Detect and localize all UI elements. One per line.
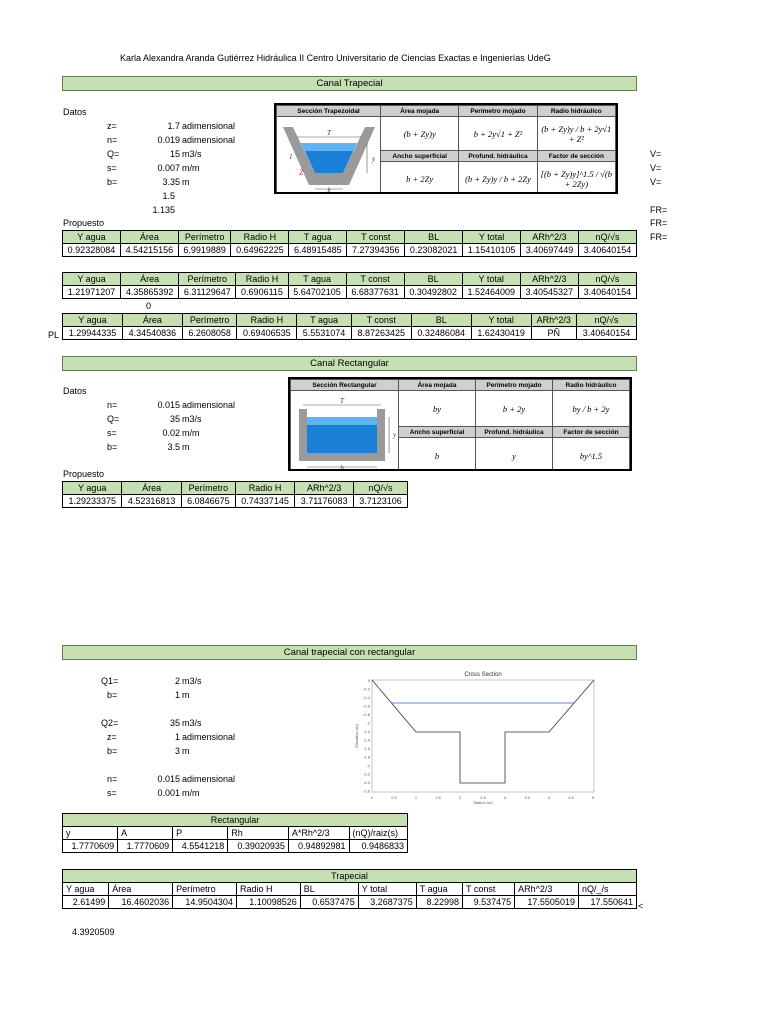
cell: 1.10098526 <box>236 896 300 909</box>
v-label: V= <box>650 163 662 173</box>
propuesto-label: Propuesto <box>63 218 105 228</box>
cell: 1.7770609 <box>63 840 118 853</box>
y-tick: -0.2 <box>363 686 370 692</box>
fig-label-y: y <box>392 431 396 439</box>
param-unit: m/m <box>182 428 200 438</box>
param-name: Q2= <box>101 718 119 728</box>
param-value: 0.015 <box>157 774 180 784</box>
ref-header: Sección Trapezoidal <box>277 106 381 117</box>
ref-formula: b <box>399 438 476 472</box>
cell: 3.71176083 <box>295 495 354 508</box>
plot-xlabel: Station (m) <box>473 800 493 804</box>
col-header: nQ/√s <box>578 231 636 244</box>
cell: 1.15410105 <box>463 244 521 257</box>
cell: 16.4602036 <box>109 896 173 909</box>
cell: 3.7123106 <box>353 495 407 508</box>
y-tick: -1.8 <box>363 754 370 760</box>
col-header: Área <box>121 273 179 286</box>
section-title-trapecial: Canal Trapecial <box>62 76 637 91</box>
x-tick: 1.5 <box>435 795 441 800</box>
col-header: Perímetro <box>181 482 235 495</box>
extra-value: 1.5 <box>162 191 175 201</box>
trap-table-2 <box>62 272 637 299</box>
param-unit: m3/s <box>182 149 202 159</box>
col-header: Radio H <box>237 314 297 327</box>
datos-label: Datos <box>63 107 87 117</box>
table-row <box>63 840 408 853</box>
param-value: 1 <box>174 690 180 700</box>
col-header: Perímetro <box>178 231 231 244</box>
fr-label: FR= <box>650 232 668 242</box>
x-tick: 0 <box>370 795 374 800</box>
col-header: T const <box>346 273 404 286</box>
ref-header: Profund. hidráulica <box>459 151 537 162</box>
table-row <box>63 244 637 257</box>
ref-formula: by^1.5 <box>553 438 630 472</box>
cell: 3.40640154 <box>578 244 636 257</box>
cell: 6.31129647 <box>179 286 236 299</box>
cell: 4.34540836 <box>122 327 182 340</box>
cell: 9.537475 <box>463 896 515 909</box>
col-header: ARh^2/3 <box>515 883 579 896</box>
cell: 3.40697449 <box>521 244 579 257</box>
param-unit: m/m <box>182 163 200 173</box>
fig-label-b: b <box>339 464 344 471</box>
x-tick: 4.5 <box>568 795 574 800</box>
ref-header: Ancho superficial <box>399 427 476 438</box>
page-header: Karla Alexandra Aranda Gutiérrez Hidráulica II Centro Universitario de Ciencias Exactas e Ingenierías UdeG <box>120 53 551 63</box>
param-unit: m <box>182 442 190 452</box>
col-header: (nQ)/raiz(s) <box>349 827 407 840</box>
cross-section-plot <box>352 666 602 804</box>
cell: 0.6537475 <box>300 896 358 909</box>
col-header: BL <box>404 273 462 286</box>
y-tick: -0.8 <box>363 712 370 717</box>
param-name: b= <box>107 177 118 187</box>
cell: 8.22998 <box>416 896 462 909</box>
cell: 6.2608058 <box>182 327 236 340</box>
col-header: T agua <box>416 883 462 896</box>
fig-label-t: T <box>326 129 331 137</box>
x-tick: 3.5 <box>524 795 530 800</box>
cell: 0.30492802 <box>404 286 462 299</box>
fig-label-y: y <box>371 155 375 163</box>
trapezoidal-formula-reference <box>274 103 618 194</box>
col-header: ARh^2/3 <box>520 273 578 286</box>
zero-value: 0 <box>146 301 152 311</box>
plot-ylabel: Elevation (m) <box>354 724 359 748</box>
section-title-rectangular: Canal Rectangular <box>62 356 637 371</box>
col-header: Y agua <box>63 883 109 896</box>
cell: 0.92328084 <box>63 244 121 257</box>
col-header: Y agua <box>63 314 123 327</box>
param-name: b= <box>107 746 118 756</box>
ref-formula: (b + Zy)y <box>381 117 459 151</box>
table-title: Rectangular <box>63 814 408 827</box>
ref-header: Radio hidráulico <box>553 380 630 391</box>
param-value: 35 <box>169 414 180 424</box>
col-header: Radio H <box>236 273 288 286</box>
cell: 1.7770609 <box>118 840 173 853</box>
fig-label-b: b <box>327 188 330 193</box>
col-header: Radio H <box>231 231 289 244</box>
cell: 3.40640154 <box>576 327 636 340</box>
param-name: s= <box>107 163 117 173</box>
v-label: V= <box>650 149 662 159</box>
rect-table <box>62 481 408 508</box>
cell: 7.27394356 <box>347 244 405 257</box>
cell: 5.5531074 <box>297 327 351 340</box>
cell: 14.9504304 <box>173 896 237 909</box>
cell: 4.54215156 <box>120 244 178 257</box>
y-tick: -2.6 <box>363 788 370 794</box>
col-header: T agua <box>289 231 347 244</box>
y-tick: -2.2 <box>363 771 370 777</box>
param-name: z= <box>107 121 117 131</box>
datos-label: Datos <box>63 386 87 396</box>
col-header: Área <box>120 231 178 244</box>
y-tick: -0.6 <box>363 703 370 709</box>
col-header: P <box>173 827 228 840</box>
cell: 0.74337145 <box>235 495 294 508</box>
param-unit: m3/s <box>182 676 202 686</box>
col-header: nQ/√s <box>353 482 407 495</box>
cell: 3.2687375 <box>358 896 416 909</box>
col-header: Radio H <box>236 883 300 896</box>
trap-table-3 <box>62 313 637 340</box>
cell: 0.9486833 <box>349 840 407 853</box>
propuesto-label: Propuesto <box>63 469 105 479</box>
combo-rect-table <box>62 813 408 853</box>
param-name: b= <box>107 442 118 452</box>
param-unit: adimensional <box>182 400 236 410</box>
cell: 1.62430419 <box>471 327 531 340</box>
fig-label-t: T <box>339 397 344 405</box>
param-unit: m3/s <box>182 414 202 424</box>
y-tick: -1.4 <box>363 737 370 743</box>
param-name: b= <box>107 690 118 700</box>
cell: 6.68377631 <box>346 286 404 299</box>
x-tick: 0.5 <box>391 795 397 800</box>
param-name: Q= <box>107 149 120 159</box>
col-header: Área <box>122 314 182 327</box>
cell: 0.39020935 <box>228 840 289 853</box>
pl-label: PL <box>48 330 60 340</box>
col-header: y <box>63 827 118 840</box>
trap-table-1 <box>62 230 637 257</box>
col-header: BL <box>411 314 471 327</box>
ref-formula: b + 2Zy <box>381 162 459 195</box>
col-header: A*Rh^2/3 <box>288 827 349 840</box>
cell: 1.29944335 <box>63 327 123 340</box>
cell: 17.550641 <box>578 896 636 909</box>
param-value: 1.7 <box>167 121 180 131</box>
col-header: BL <box>300 883 358 896</box>
x-tick: 3 <box>503 795 507 800</box>
param-value: 0.001 <box>157 788 180 798</box>
y-tick: -0.4 <box>363 695 370 700</box>
y-tick: -1.2 <box>363 729 370 734</box>
cell: 0.64962225 <box>231 244 289 257</box>
ref-formula: y <box>476 438 553 472</box>
param-value: 0.02 <box>162 428 180 438</box>
cell: 0.32486084 <box>411 327 471 340</box>
cell: 4.5541218 <box>173 840 228 853</box>
col-header: Área <box>122 482 181 495</box>
v-label: V= <box>650 177 662 187</box>
y-tick-labels <box>363 678 371 794</box>
param-name: z= <box>107 732 117 742</box>
extra-value: 1.135 <box>152 205 175 215</box>
ref-header: Factor de sección <box>537 151 615 162</box>
param-unit: adimensional <box>182 774 236 784</box>
trapezoid-figure <box>277 117 381 195</box>
param-value: 1 <box>174 732 180 742</box>
col-header: BL <box>405 231 463 244</box>
col-header: A <box>118 827 173 840</box>
fr-label: FR= <box>650 218 668 228</box>
param-name: n= <box>107 400 118 410</box>
param-unit: m <box>182 746 190 756</box>
param-name: Q1= <box>101 676 119 686</box>
col-header: Y total <box>471 314 531 327</box>
ref-formula: by / b + 2y <box>553 391 630 427</box>
ref-formula: [(b + Zy)y]^1.5 / √(b + 2Zy) <box>537 162 615 195</box>
param-value: 3 <box>174 746 180 756</box>
col-header: T agua <box>288 273 346 286</box>
param-unit: m <box>182 177 190 187</box>
param-value: 0.015 <box>157 400 180 410</box>
cell: 1.21971207 <box>63 286 121 299</box>
table-title: Trapecial <box>63 870 637 883</box>
col-header: Perímetro <box>173 883 237 896</box>
col-header: ARh^2/3 <box>295 482 354 495</box>
param-name: Q= <box>107 414 120 424</box>
x-tick: 2 <box>458 795 462 800</box>
col-header: Y total <box>463 231 521 244</box>
col-header: T const <box>463 883 515 896</box>
y-tick: -2.4 <box>363 780 370 785</box>
plot-title: Cross Section <box>464 672 502 678</box>
x-tick: 2.5 <box>480 795 486 800</box>
col-header: Y total <box>358 883 416 896</box>
y-tick: -2 <box>366 763 370 768</box>
ref-formula: b + 2y <box>476 391 553 427</box>
rectangular-formula-reference <box>288 377 632 471</box>
cell: 6.48915485 <box>289 244 347 257</box>
param-value: 3.35 <box>162 177 180 187</box>
table-row <box>63 896 637 909</box>
y-tick: -1 <box>366 720 370 726</box>
col-header: Y agua <box>63 231 121 244</box>
param-value: 15 <box>169 149 180 159</box>
col-header: Área <box>109 883 173 896</box>
cell: 3.40545327 <box>520 286 578 299</box>
param-name: s= <box>107 428 117 438</box>
section-title-combined: Canal trapecial con rectangular <box>62 645 637 660</box>
fr-label: FR= <box>650 205 668 215</box>
cell: 1.29233375 <box>63 495 122 508</box>
bottom-value: 4.3920509 <box>72 927 115 937</box>
col-header: T const <box>351 314 411 327</box>
ref-header: Sección Rectangular <box>291 380 399 391</box>
col-header: ARh^2/3 <box>531 314 576 327</box>
col-header: nQ/√s <box>576 314 636 327</box>
param-value: 2 <box>174 676 180 686</box>
cell: 6.9919889 <box>178 244 231 257</box>
ref-header: Profund. hidráulica <box>476 427 553 438</box>
cell: 6.0846675 <box>181 495 235 508</box>
param-value: 0.019 <box>157 135 180 145</box>
cell: 0.6906115 <box>236 286 288 299</box>
y-tick: -1.6 <box>363 746 370 751</box>
fig-label-z: Z <box>298 168 303 177</box>
param-unit: m3/s <box>182 718 202 728</box>
table-row <box>63 495 408 508</box>
ref-header: Factor de sección <box>553 427 630 438</box>
param-name: s= <box>107 788 117 798</box>
param-unit: m/m <box>182 788 200 798</box>
col-header: Y total <box>462 273 520 286</box>
cell: 2.61499 <box>63 896 109 909</box>
x-tick: 1 <box>414 795 418 800</box>
param-value: 3.5 <box>167 442 180 452</box>
col-header: Y agua <box>63 273 121 286</box>
col-header: T const <box>347 231 405 244</box>
col-header: Perímetro <box>182 314 236 327</box>
param-value: 0.007 <box>157 163 180 173</box>
param-value: 35 <box>169 718 180 728</box>
col-header: Radio H <box>235 482 294 495</box>
x-tick: 5 <box>591 795 595 800</box>
col-header: Y agua <box>63 482 122 495</box>
col-header: nQ/_/s <box>578 883 636 896</box>
cell: 0.69406535 <box>237 327 297 340</box>
col-header: ARh^2/3 <box>521 231 579 244</box>
ref-formula: by <box>399 391 476 427</box>
param-name: n= <box>107 774 118 784</box>
rectangle-figure <box>291 391 399 472</box>
ref-header: Radio hidráulico <box>537 106 615 117</box>
col-header: T agua <box>297 314 351 327</box>
y-tick: 0 <box>367 678 370 683</box>
x-tick: 4 <box>547 795 551 800</box>
ref-formula: (b + Zy)y / b + 2y√1 + Z² <box>537 117 615 151</box>
cell: 4.35865392 <box>121 286 179 299</box>
ref-formula: b + 2y√1 + Z² <box>459 117 537 151</box>
cell: 0.23082021 <box>405 244 463 257</box>
ref-formula: (b + Zy)y / b + 2Zy <box>459 162 537 195</box>
cell: 5.64702105 <box>288 286 346 299</box>
ref-header: Área mojada <box>399 380 476 391</box>
cell: 3.40640154 <box>578 286 636 299</box>
cell: 4.52316813 <box>122 495 181 508</box>
cell: 8.87263425 <box>351 327 411 340</box>
col-header: Rh <box>228 827 289 840</box>
table-row <box>63 286 637 299</box>
fig-label-one: 1 <box>288 153 292 161</box>
param-unit: m <box>182 690 190 700</box>
cell: 17.5505019 <box>515 896 579 909</box>
cell: 0.94892981 <box>288 840 349 853</box>
table-row <box>63 327 637 340</box>
param-name: n= <box>107 135 118 145</box>
ref-header: Ancho superficial <box>381 151 459 162</box>
param-unit: adimensional <box>182 732 236 742</box>
combo-trap-table <box>62 869 637 909</box>
param-unit: adimensional <box>182 135 236 145</box>
ref-header: Perímetro mojado <box>459 106 537 117</box>
col-header: nQ/√s <box>578 273 636 286</box>
cell: 1.52464009 <box>462 286 520 299</box>
cell: PÑ <box>531 327 576 340</box>
ref-header: Perímetro mojado <box>476 380 553 391</box>
ref-header: Área mojada <box>381 106 459 117</box>
param-unit: adimensional <box>182 121 236 131</box>
col-header: Perímetro <box>179 273 236 286</box>
trap-arrow-marker: < <box>638 901 644 911</box>
